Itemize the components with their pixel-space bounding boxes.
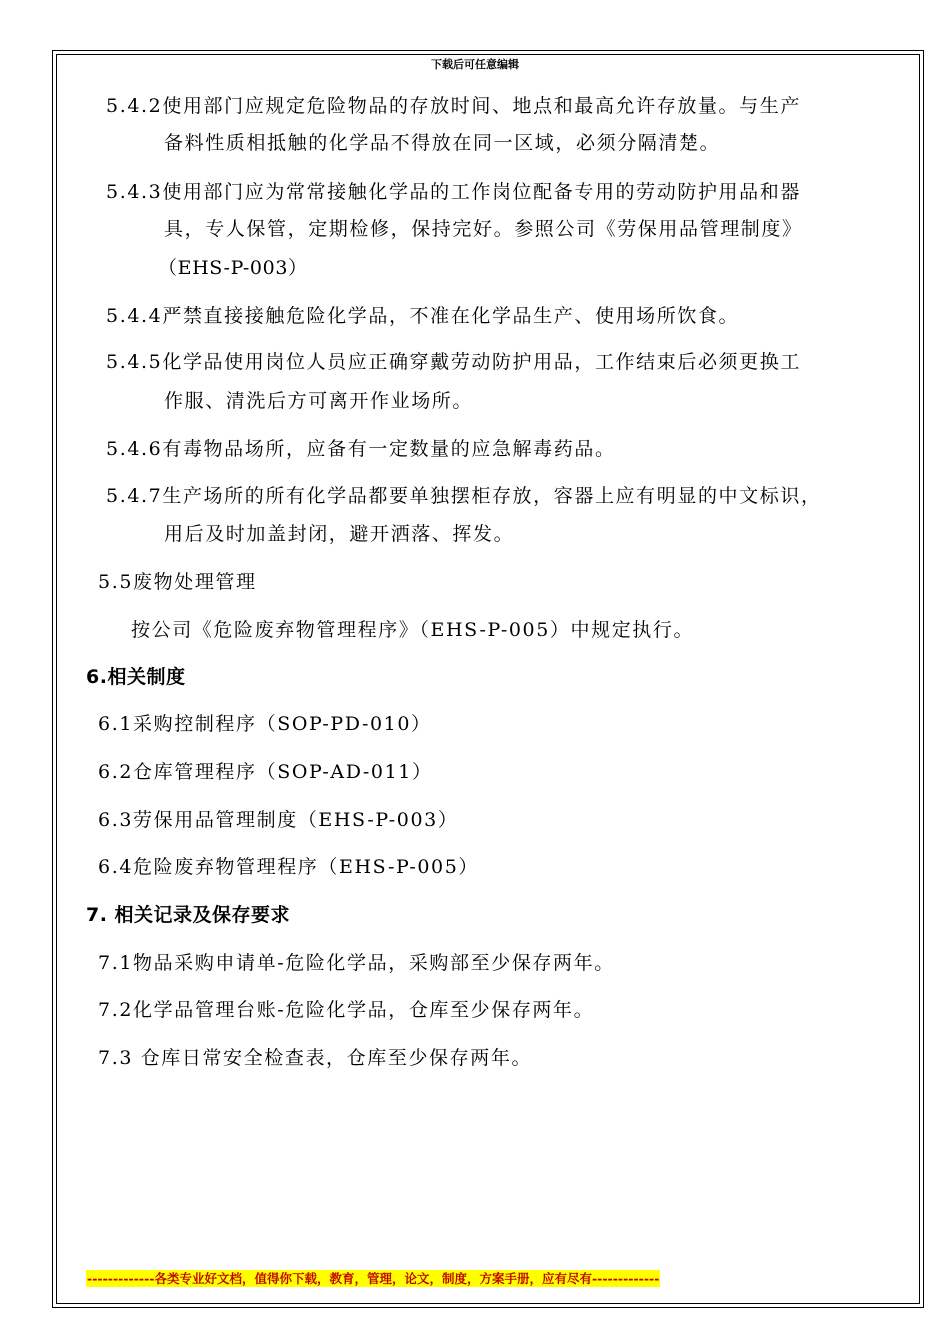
clause-5-4-7-line-2: 用后及时加盖封闭，避开洒落、挥发。: [164, 523, 515, 545]
clause-5-4-3-line-1: 5.4.3使用部门应为常常接触化学品的工作岗位配备专用的劳动防护用品和器: [106, 181, 801, 203]
section-6-heading: 6.相关制度: [86, 666, 186, 688]
clause-5-4-5-line-1: 5.4.5化学品使用岗位人员应正确穿戴劳动防护用品，工作结束后必须更换工: [106, 351, 801, 373]
item-7-1: 7.1物品采购申请单-危险化学品，采购部至少保存两年。: [98, 952, 615, 974]
item-7-2: 7.2化学品管理台账-危险化学品，仓库至少保存两年。: [98, 999, 595, 1021]
clause-5-4-3-line-2: 具，专人保管，定期检修，保持完好。参照公司《劳保用品管理制度》: [164, 218, 803, 240]
clause-5-4-3-line-3: （EHS-P-003）: [158, 257, 308, 279]
item-6-2: 6.2仓库管理程序（SOP-AD-011）: [98, 761, 433, 783]
item-6-3: 6.3劳保用品管理制度（EHS-P-003）: [98, 809, 459, 831]
clause-5-4-7-line-1: 5.4.7生产场所的所有化学品都要单独摆柜存放，容器上应有明显的中文标识，: [106, 485, 822, 507]
clause-5-4-2-line-1: 5.4.2使用部门应规定危险物品的存放时间、地点和最高允许存放量。与生产: [106, 95, 801, 117]
item-6-1: 6.1采购控制程序（SOP-PD-010）: [98, 713, 432, 735]
clause-5-4-4-line-1: 5.4.4严禁直接接触危险化学品，不准在化学品生产、使用场所饮食。: [106, 305, 740, 327]
item-6-4: 6.4危险废弃物管理程序（EHS-P-005）: [98, 856, 480, 878]
item-7-3: 7.3 仓库日常安全检查表，仓库至少保存两年。: [98, 1047, 533, 1069]
header-note: 下载后可任意编辑: [431, 58, 519, 71]
section-5-5-title: 5.5废物处理管理: [98, 571, 257, 593]
section-7-heading: 7. 相关记录及保存要求: [86, 904, 291, 926]
footer-banner: -------------各类专业好文档，值得你下载，教育，管理，论文，制度，方案手册，应有尽有-------------: [87, 1271, 660, 1286]
clause-5-4-6-line-1: 5.4.6有毒物品场所，应备有一定数量的应急解毒药品。: [106, 438, 616, 460]
section-5-5-body: 按公司《危险废弃物管理程序》（EHS-P-005）中规定执行。: [131, 619, 695, 641]
page-border-inner: [56, 54, 920, 1304]
clause-5-4-5-line-2: 作服、清洗后方可离开作业场所。: [164, 390, 474, 412]
clause-5-4-2-line-2: 备料性质相抵触的化学品不得放在同一区域，必须分隔清楚。: [164, 132, 721, 154]
